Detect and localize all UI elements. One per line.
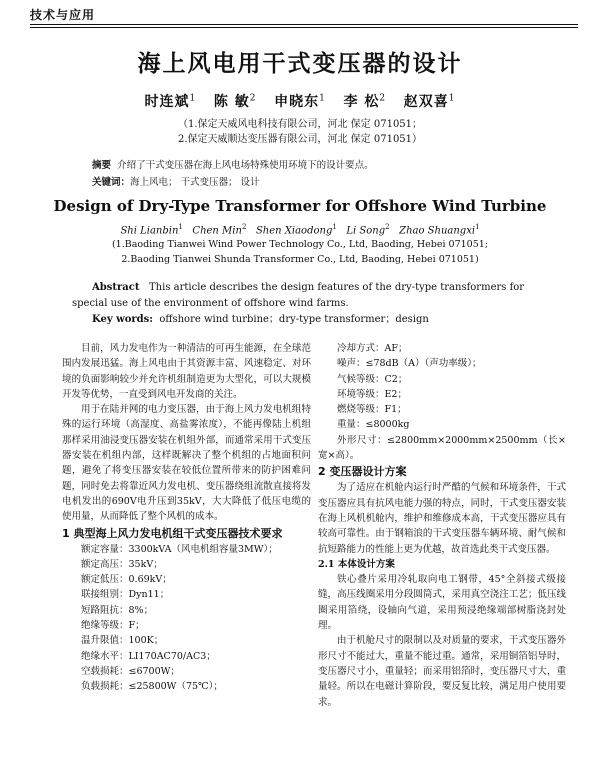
spec-line: 额定容量：3300kVA（风电机组容量3MW）；	[81, 543, 278, 555]
abstract-cn-label: 摘要	[92, 160, 112, 171]
intro-paragraph: 用于在陆并网的电力变压器，由于海上风力发电机组特殊的运行环境（高湿度、高盐雾浓度），不能再像陆上机组那样采用油浸变压器安装在机组外部，而通常采用干式变压器安装在机组内部，这样既解决了整个机组的占地面积问题，避免了将变压器安装在较低位置所带来的防护困难问题，同时免去将靠近风力发电机、变压器绕组流散直接将发电机发出的690V电升压到35kV，大大降低了低压电缆的使用量，从而降低了整个风机的成本。	[62, 404, 311, 523]
body-paragraph: 为了适应在机舱内运行时严酷的气候和环境条件，干式变压器应具有抗风电能力强的特点，同时，干式变压器安装在海上风机机舱内，维护和维修成本高，干式变压器应具有较高可靠性。由于钢箱浪的干式变压器车辆环境、耐气候和抗短路能力的性能上更为优越，故首选此类干式变压器。	[318, 482, 566, 555]
spec-line: 温升限值：100K；	[81, 635, 164, 647]
spec-line: 短路阻抗：8%；	[81, 604, 154, 616]
author-en: Zhao Shuangxi	[399, 225, 476, 237]
author-sup: 2	[385, 223, 390, 231]
author-sup: 1	[319, 93, 326, 104]
affiliation-cn-2: 2.保定天威顺达变压器有限公司，河北 保定 071051）	[177, 134, 423, 145]
spec-line: 额定高压：35kV；	[81, 558, 163, 570]
author-sup: 1	[189, 93, 197, 104]
authors-en	[0, 223, 600, 236]
abstract-en-label: Abstract	[92, 282, 140, 293]
title-cn: 海上风电用干式变压器的设计	[137, 51, 463, 77]
abstract-cn	[92, 157, 374, 171]
spec-line: 外形尺寸：≤2800mm×2000mm×2500mm（长×宽×高）。	[318, 434, 566, 462]
body-paragraph: 铁心叠片采用冷轧取向电工钢带，45°全斜接式级接缝，高压线圈采用分段圆筒式，采用真空浇注工艺；低压线圈采用箔绕，设轴向气道，采用预浸绝缘端部树脂浇封处理。	[318, 574, 566, 632]
spec-line: 冷却方式：AF；	[337, 343, 408, 354]
spec-line: 燃烧等级：F1；	[337, 404, 407, 416]
keywords-cn-label: 关键词：	[92, 177, 131, 188]
author-sup: 1	[178, 223, 183, 231]
intro-paragraph: 目前，风力发电作为一种清洁的可再生能源，在全球范围内发展迅猛。海上风电由于其资源丰富、风速稳定、对环境的负面影响较少并允许机组制造更为大型化，可以大规模开发等优势，一直受到风电开发商的关注。	[62, 343, 311, 400]
abstract-en	[72, 280, 552, 312]
author-sup: 1	[448, 93, 456, 104]
abstract-en-text: This article describes the design features of the dry-type transformers for special use of the environment of offshore wind farms.	[72, 282, 525, 309]
keywords-en	[92, 310, 429, 325]
spec-line: 重量：≤8000kg	[337, 419, 410, 431]
affiliation-en-2: 2.Baoding Tianwei Shunda Transformer Co., Ltd, Baoding, Hebei 071051)	[121, 254, 479, 265]
section-heading: 2 变压器设计方案	[318, 465, 407, 479]
spec-line: 气候等级：C2；	[337, 373, 408, 385]
keywords-en-text: offshore wind turbine；dry-type transformer；design	[159, 314, 429, 325]
subsection-heading: 2.1 本体设计方案	[318, 558, 395, 570]
title-en: Design of Dry-Type Transformer for Offshore Wind Turbine	[53, 197, 547, 215]
section-heading: 1 典型海上风力发电机组干式变压器技术要求	[62, 526, 283, 540]
author-sup: 1	[332, 223, 337, 231]
author-cn: 陈 敏	[213, 94, 250, 110]
spec-line: 负载损耗：≤25800W（75℃）；	[81, 681, 223, 693]
body-column-right	[318, 341, 566, 710]
body-column-left	[62, 341, 311, 695]
spec-line: 绝缘水平：LI170AC70/AC3；	[81, 650, 216, 662]
abstract-cn-text: 介绍了干式变压器在海上风电场特殊使用环境下的设计要点。	[117, 160, 374, 171]
author-cn: 时连斌	[144, 94, 190, 110]
spec-line: 额定低压：0.69kV；	[81, 574, 172, 586]
keywords-cn	[92, 174, 260, 188]
author-en: Shen Xiaodong	[255, 225, 333, 237]
author-sup: 1	[475, 223, 480, 231]
affiliation-cn-1: （1.保定天威风电科技有限公司，河北 保定 071051；	[177, 119, 423, 130]
author-sup: 2	[379, 93, 387, 104]
author-cn: 申晓东	[274, 94, 320, 110]
spec-line: 环境等级：E2；	[337, 388, 407, 400]
affiliation-en-1: (1.Baoding Tianwei Wind Power Technology Co., Ltd, Baoding, Hebei 071051;	[111, 239, 489, 250]
author-en: Shi Lianbin	[120, 225, 179, 237]
author-en: Chen Min	[192, 225, 242, 237]
author-sup: 2	[249, 93, 257, 104]
header-rule-thin	[30, 27, 578, 28]
body-paragraph: 由于机舱尺寸的限制以及对质量的要求，干式变压器外形尺寸不能过大，重量不能过重。通常，采用铜箔铝导时，变压器尺寸小，重量轻；而采用铝箔时，变压器尺寸大，重量轻。所以在电磁计算阶段，要反复比较，满足用户使用要求。	[318, 635, 566, 708]
spec-line: 噪声：≤78dB（A）（声功率级）；	[337, 358, 482, 370]
author-cn: 李 松	[343, 94, 380, 110]
spec-line: 空载损耗：≤6700W；	[81, 665, 180, 677]
journal-section-header: 技术与应用	[30, 8, 96, 22]
author-cn: 赵双喜	[403, 94, 449, 110]
spec-line: 联接组别：Dyn11；	[81, 589, 170, 601]
author-sup: 2	[241, 223, 247, 231]
spec-line: 绝缘等级：F；	[81, 620, 145, 632]
keywords-en-label: Key words:	[92, 314, 153, 325]
authors-cn	[0, 91, 600, 111]
header-rule	[30, 24, 578, 25]
keywords-cn-text: 海上风电； 干式变压器； 设计	[130, 177, 260, 188]
author-en: Li Song	[346, 225, 386, 237]
